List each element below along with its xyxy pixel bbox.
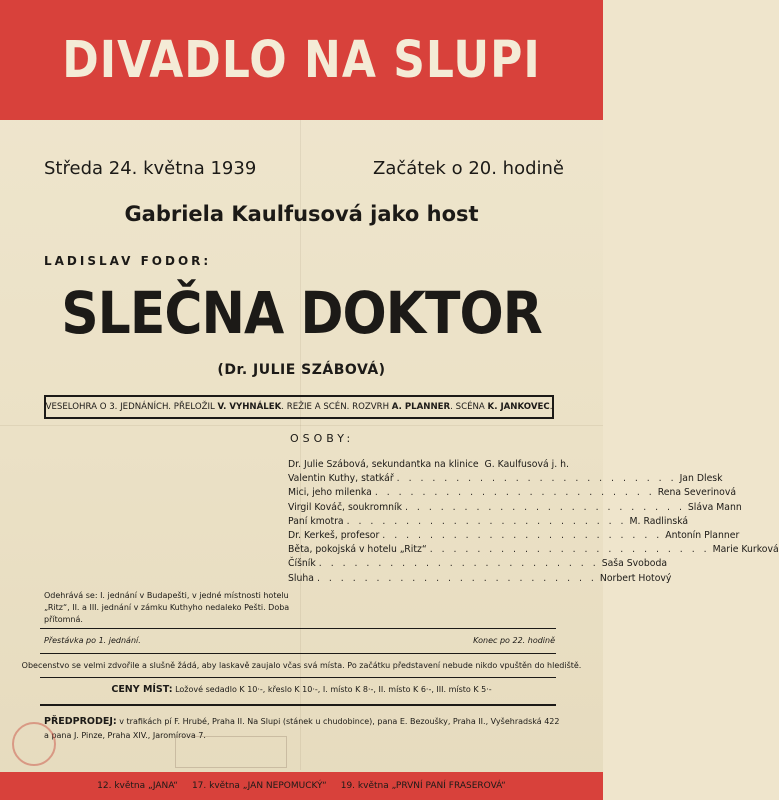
play-author: LADISLAV FODOR: bbox=[44, 254, 212, 268]
presale-text: v trafikách pí F. Hrubé, Praha II. Na Slupi (stánek u chudobince), pana E. Bezoušky, Praha II., Vyšehradská 422 a pana J. Pinze, Praha XIV., Jaromírova 7. bbox=[44, 717, 560, 740]
cast-actor: Jan Dlesk bbox=[679, 473, 723, 485]
divider bbox=[40, 704, 556, 706]
prices-label: CENY MÍST: bbox=[111, 684, 173, 695]
cast-actor: Marie Kurková bbox=[712, 544, 779, 556]
cast-dots: . . . . . . . . . . . . . . . . . . . . . . . . bbox=[346, 515, 627, 527]
cast-heading: OSOBY: bbox=[290, 432, 355, 445]
cast-row bbox=[288, 472, 723, 486]
upcoming-show: 12. května „JANA“ bbox=[97, 781, 178, 791]
play-setting: Odehrává se: I. jednání v Budapešti, v jedné místnosti hotelu „Ritz“, II. a III. jednání v zámku Kuthyho nedaleko Pešti. Doba přítomná. bbox=[44, 591, 290, 624]
cast-row bbox=[288, 557, 668, 571]
cast-row bbox=[288, 501, 742, 515]
prices-text: Ložové sedadlo K 10·-, křeslo K 10·-, I. místo K 8·-, II. místo K 6·-, III. místo K 5·- bbox=[175, 685, 492, 694]
cast-dots: . . . . . . . . . . . . . . . . . . . . . . . . bbox=[429, 544, 710, 556]
cast-actor: M. Radlinská bbox=[629, 515, 689, 527]
ending-time: Konec po 22. hodině bbox=[473, 636, 555, 645]
cast-role: Běta, pokojská v hotelu „Ritz“ bbox=[288, 544, 427, 556]
presale-info bbox=[44, 715, 560, 743]
credits-text-2: . REŽIE A SCÉN. ROZVRH bbox=[281, 402, 390, 412]
credits-director: A. PLANNER bbox=[391, 402, 451, 412]
cast-actor: Antonín Planner bbox=[665, 530, 740, 542]
cast-row bbox=[288, 572, 672, 586]
cast-dots: . . . . . . . . . . . . . . . . . . . . . . . . bbox=[405, 501, 685, 513]
cast-actor: Saša Svoboda bbox=[601, 558, 668, 570]
cast-role: Číšník bbox=[288, 558, 316, 570]
cast-role: Dr. Kerkeš, profesor bbox=[288, 530, 380, 542]
credits-box bbox=[44, 395, 554, 419]
cast-dots: . . . . . . . . . . . . . . . . . . . . . . . . bbox=[382, 530, 663, 542]
divider bbox=[40, 653, 556, 654]
cast-list bbox=[288, 458, 779, 586]
cast-role: Valentin Kuthy, statkář bbox=[288, 473, 394, 485]
cast-row bbox=[288, 486, 737, 500]
upcoming-shows-band bbox=[0, 772, 603, 800]
cast-dots: . . . . . . . . . . . . . . . . . . . . . . . . bbox=[316, 572, 597, 584]
intermission-note: Přestávka po 1. jednání. bbox=[44, 636, 141, 645]
cast-role: Sluha bbox=[288, 572, 314, 584]
cast-row bbox=[288, 515, 689, 529]
play-title: SLEČNA DOKTOR bbox=[61, 280, 542, 348]
cast-role: Paní kmotra bbox=[288, 515, 344, 527]
cast-row bbox=[288, 529, 740, 543]
cast-dots: . . . . . . . . . . . . . . . . . . . . . . . . bbox=[396, 473, 677, 485]
cast-dots: . . . . . . . . . . . . . . . . . . . . . . . . bbox=[374, 487, 655, 499]
credits-text-4: . bbox=[549, 402, 553, 412]
credits-scene: K. JANKOVEC bbox=[487, 402, 550, 412]
credits-text-3: . SCÉNA bbox=[450, 402, 485, 412]
divider bbox=[40, 628, 556, 629]
cast-dots: . . . . . . . . . . . . . . . . . . . . . . . . bbox=[318, 558, 599, 570]
divider bbox=[40, 677, 556, 678]
credits-translator: V. VYHNÁLEK bbox=[217, 402, 282, 412]
cast-row bbox=[288, 543, 779, 557]
credits-text-1: VESELOHRA O 3. JEDNÁNÍCH. PŘELOŽIL bbox=[45, 402, 215, 412]
ink-stamp-mark bbox=[12, 722, 56, 766]
cast-actor: Norbert Hotový bbox=[599, 572, 672, 584]
audience-notice: Obecenstvo se velmi zdvořile a slušně žádá, aby laskavě zaujalo včas svá místa. Po začátku představení nebude nikdo vpuštěn do hlediště. bbox=[21, 661, 582, 670]
theater-header-band bbox=[0, 0, 603, 120]
event-date: Středa 24. května 1939 bbox=[44, 158, 257, 179]
cast-actor: Rena Severinová bbox=[657, 487, 737, 499]
cast-actor: G. Kaulfusová j. h. bbox=[484, 459, 569, 470]
faded-stamp-mark bbox=[175, 736, 287, 768]
guest-line: Gabriela Kaulfusová jako host bbox=[124, 202, 479, 226]
upcoming-show: 19. května „PRVNÍ PANÍ FRASEROVÁ“ bbox=[340, 781, 506, 791]
fold-line-horizontal bbox=[0, 425, 603, 426]
presale-label: PŘEDPRODEJ: bbox=[44, 716, 117, 727]
ticket-prices bbox=[0, 684, 603, 695]
cast-role: Dr. Julie Szábová, sekundantka na klinice bbox=[288, 459, 479, 470]
cast-role: Virgil Kováč, soukromník bbox=[288, 501, 402, 513]
theater-name: DIVADLO NA SLUPI bbox=[62, 30, 541, 90]
play-subtitle: (Dr. JULIE SZÁBOVÁ) bbox=[217, 362, 386, 378]
cast-row bbox=[288, 458, 569, 472]
event-info-row bbox=[44, 158, 564, 179]
upcoming-show: 17. května „JAN NEPOMUCKÝ“ bbox=[191, 781, 327, 791]
cast-actor: Sláva Mann bbox=[687, 501, 742, 513]
cast-role: Mici, jeho milenka bbox=[288, 487, 372, 499]
event-start-time: Začátek o 20. hodině bbox=[373, 158, 564, 179]
